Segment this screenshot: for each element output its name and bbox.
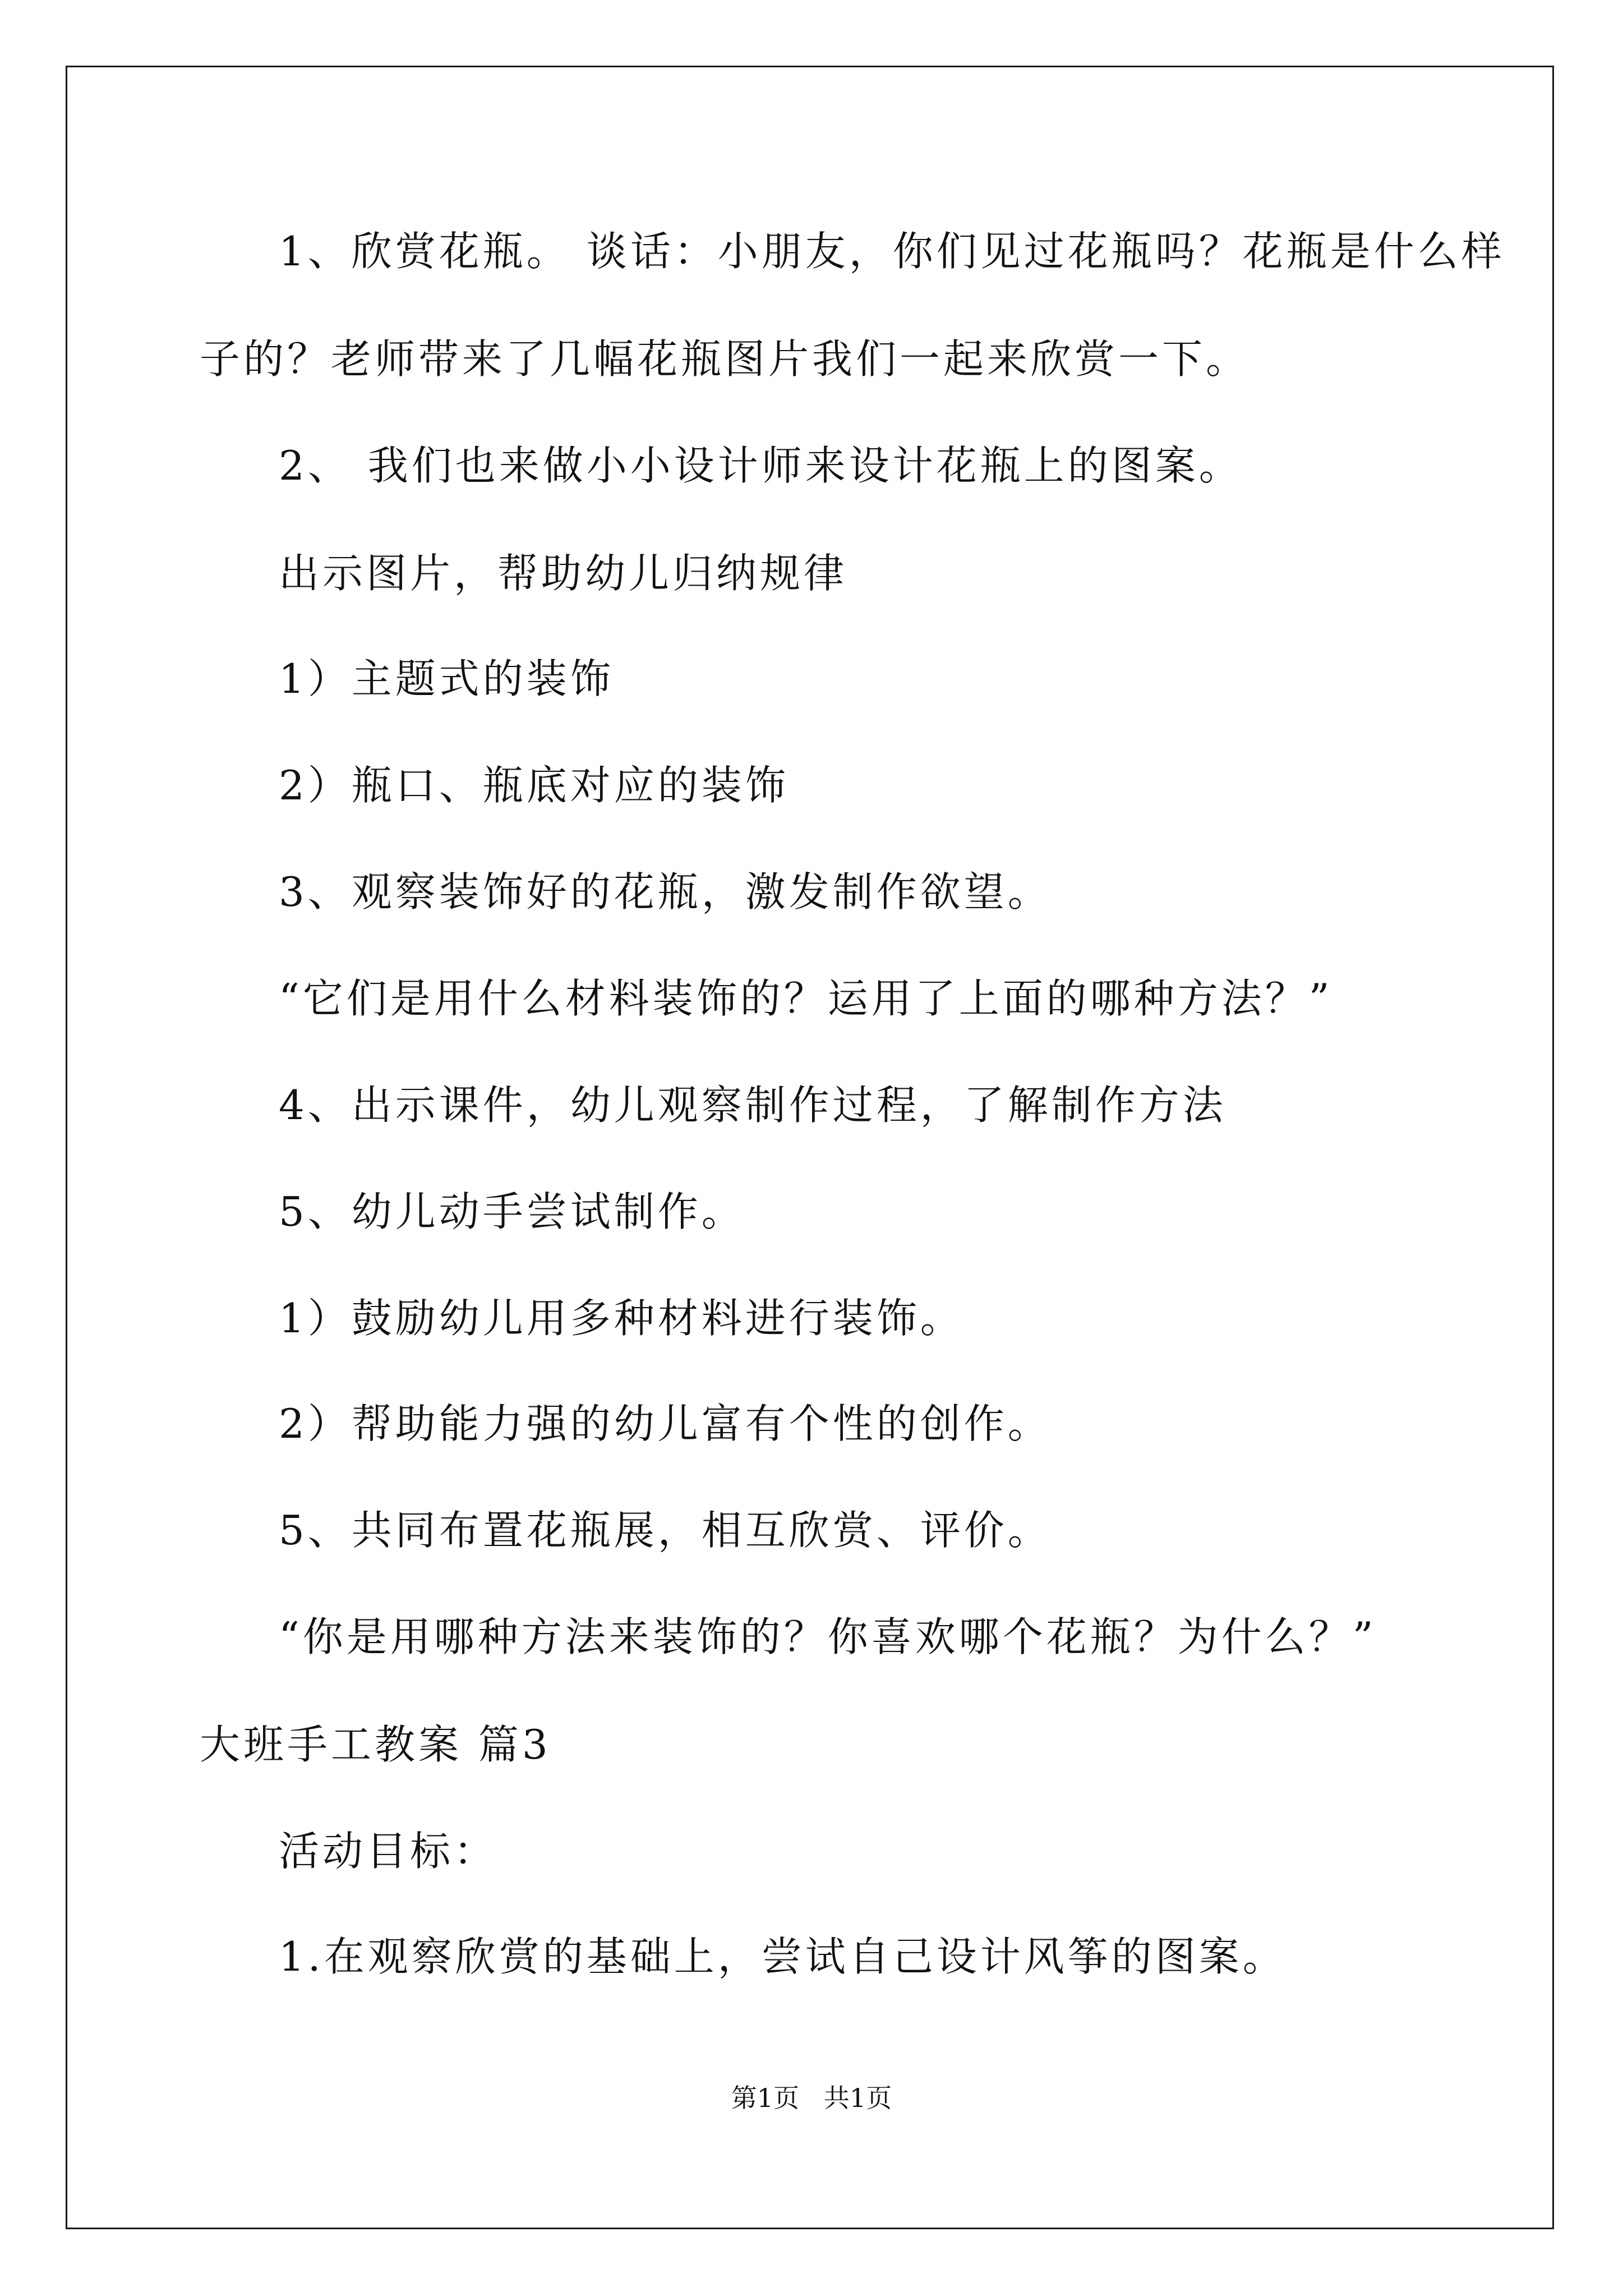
paragraph-line: 出示图片，帮助幼儿归纳规律: [279, 550, 848, 597]
paragraph-line: 3、观察装饰好的花瓶，激发制作欲望。: [279, 868, 1052, 915]
paragraph-line: 子的？老师带来了几幅花瓶图片我们一起来欣赏一下。: [200, 335, 1250, 383]
paragraph-line: “你是用哪种方法来装饰的？你喜欢哪个花瓶？为什么？”: [279, 1613, 1377, 1660]
paragraph-line: 5、共同布置花瓶展，相互欣赏、评价。: [279, 1507, 1052, 1554]
paragraph-line: 2）帮助能力强的幼儿富有个性的创作。: [279, 1400, 1052, 1447]
paragraph-line: 1.在观察欣赏的基础上，尝试自己设计风筝的图案。: [279, 1933, 1287, 1980]
paragraph-line: 2）瓶口、瓶底对应的装饰: [279, 762, 789, 809]
page-border: [66, 66, 1554, 2229]
page-footer: 第1页 共1页: [731, 2083, 892, 2113]
paragraph-line: 活动目标：: [279, 1828, 498, 1875]
paragraph-line: 4、出示课件，幼儿观察制作过程，了解制作方法: [279, 1082, 1227, 1129]
paragraph-line: 2、 我们也来做小小设计师来设计花瓶上的图案。: [279, 442, 1243, 489]
paragraph-line: “它们是用什么材料装饰的？运用了上面的哪种方法？”: [279, 975, 1333, 1022]
paragraph-line: 1）鼓励幼儿用多种材料进行装饰。: [279, 1295, 964, 1342]
paragraph-line: 1、欣赏花瓶。 谈话：小朋友，你们见过花瓶吗？花瓶是什么样: [279, 228, 1505, 275]
paragraph-line: 5、幼儿动手尝试制作。: [279, 1188, 745, 1235]
paragraph-line: 1）主题式的装饰: [279, 655, 614, 702]
section-heading: 大班手工教案 篇3: [200, 1721, 551, 1768]
